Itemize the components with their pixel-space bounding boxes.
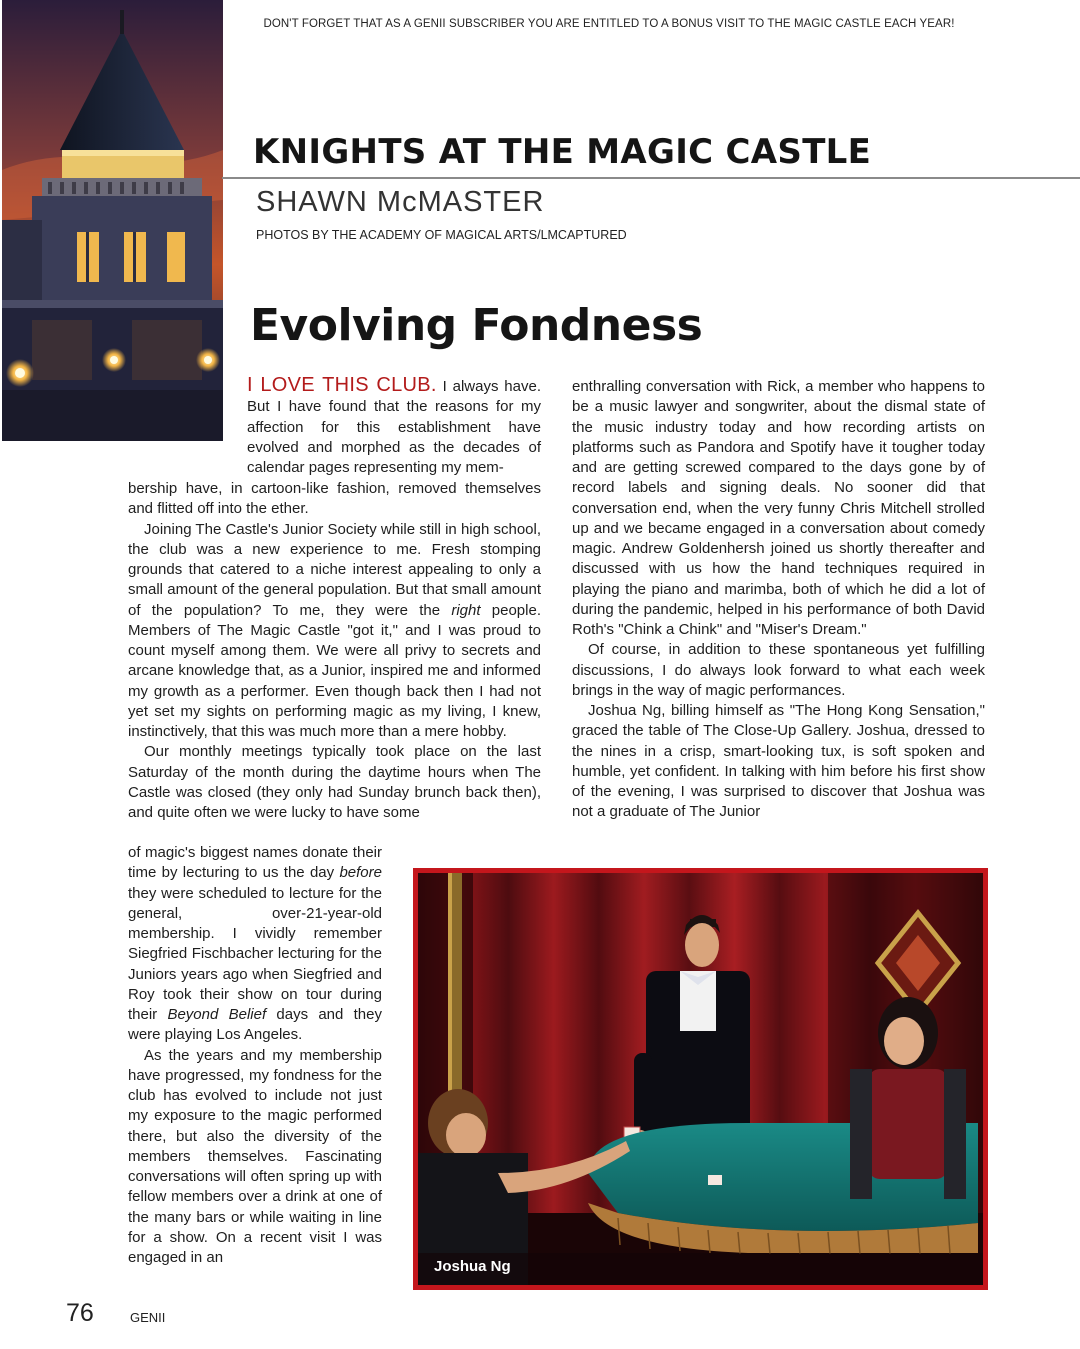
emphasis: right bbox=[451, 601, 481, 619]
paragraph-4: As the years and my membership have progressed, my fondness for the club has evolved to include not just my exposure to the magic performed there, but also the diversity of the members themselves. Fascinating conversations will often spring up with fellow members over a drink at one of the many bars or while waiting in line for a show. On a recent visit I was engaged in an bbox=[128, 1046, 382, 1266]
article-text-block-3 bbox=[128, 843, 382, 1268]
paragraph-6: Of course, in addition to these spontaneous yet fulfilling discussions, I do always look forward to what each week brings in the way of magic performances. bbox=[572, 641, 985, 699]
paragraph-3a: Our monthly meetings typically took place on the last Saturday of the month during the daytime hours when The Castle was closed (they only had Sunday brunch back then), and quite often we were lucky to have some bbox=[128, 743, 541, 821]
page-number: 76 bbox=[66, 1299, 94, 1327]
emphasis: Beyond Belief bbox=[167, 1006, 267, 1023]
paragraph-text: of magic's biggest names donate their time by lecturing to us the day bbox=[128, 844, 382, 882]
photo-caption: Joshua Ng bbox=[434, 1258, 511, 1275]
paragraph-text: days and they were playing Los Angeles. bbox=[128, 1006, 382, 1044]
paragraph-text: they were scheduled to lecture for the general, over-21-year-old membership. I vividly remember Siegfried Fischbacher lecturing for the Juniors years ago when Siegfried and Roy took their show on tour during their bbox=[128, 884, 382, 1023]
article-text-block-1 bbox=[247, 375, 541, 478]
lead-in: I LOVE THIS CLUB. bbox=[247, 374, 437, 396]
author-name: SHAWN McMASTER bbox=[256, 186, 545, 218]
paragraph-text: Joining The Castle's Junior Society while still in high school, the club was a new experience to me. Fresh stomping grounds that catered to a niche interest appealing to only a small amount of the general population. But that small amount of the population? To me, they were the bbox=[128, 520, 541, 619]
article-text-block-4 bbox=[572, 377, 985, 823]
paragraph-1a bbox=[247, 375, 541, 478]
joshua-ng-photo bbox=[418, 873, 983, 1285]
title-divider bbox=[222, 177, 1080, 179]
paragraph-1b: bership have, in cartoon-like fashion, removed themselves and flitted off into the ether. bbox=[128, 480, 541, 518]
paragraph-5: enthralling conversation with Rick, a member who happens to be a music lawyer and songwriter, about the dismal state of the music industry today and how recording artists on platforms such as Pandora and Spotify have it tougher today and are getting screwed compared to the days gone by of record labels and signing deals. No sooner did that conversation end, when the very funny Chris Mitchell strolled up and we became engaged in a conversation about comedy magic. Andrew Goldenhersh joined us shortly thereafter and discussed with us how the hand techniques required in playing the piano and marimba, both of which he did a lot of during the pandemic, helped in his performance of both David Roth's "Chink a Chink" and "Miser's Dream." bbox=[572, 378, 985, 638]
paragraph-7: Joshua Ng, billing himself as "The Hong Kong Sensation," graced the table of The Close-Up Gallery. Joshua, dressed to the nines in a crisp, smart-looking tux, is soft spoken and humble, yet confident. In talking with him before his first show of the evening, I was surprised to discover that Joshua was not a graduate of The Junior bbox=[572, 702, 985, 821]
article-text-block-2 bbox=[128, 479, 541, 823]
paragraph-text: I always have. But I have found that the reasons for my affection for this establishment have evolved and morphed as the decades of calendar pages representing my mem- bbox=[247, 378, 541, 476]
article-headline: Evolving Fondness bbox=[250, 300, 703, 351]
magazine-name: GENII bbox=[130, 1310, 166, 1325]
column-title: KNIGHTS AT THE MAGIC CASTLE bbox=[253, 132, 872, 172]
paragraph-text: people. Members of The Magic Castle "got it," and I was proud to count myself among them. We were all privy to secrets and arcane knowledge that, as a Junior, inspired me and informed my growth as a performer. Even though back then I had not yet set my sights on performing magic as my living, I knew, instinctively, that this was much more than a mere hobby. bbox=[128, 601, 541, 740]
photo-credit: PHOTOS BY THE ACADEMY OF MAGICAL ARTS/LMCAPTURED bbox=[256, 228, 627, 242]
emphasis: before bbox=[339, 864, 382, 882]
subscriber-notice: DON'T FORGET THAT AS A GENII SUBSCRIBER YOU ARE ENTITLED TO A BONUS VISIT TO THE MAGIC CASTLE EACH YEAR! bbox=[263, 18, 955, 30]
magic-castle-image bbox=[2, 0, 223, 441]
paragraph-3b bbox=[128, 843, 382, 1046]
performance-photo bbox=[413, 868, 988, 1290]
paragraph-2 bbox=[128, 520, 541, 743]
